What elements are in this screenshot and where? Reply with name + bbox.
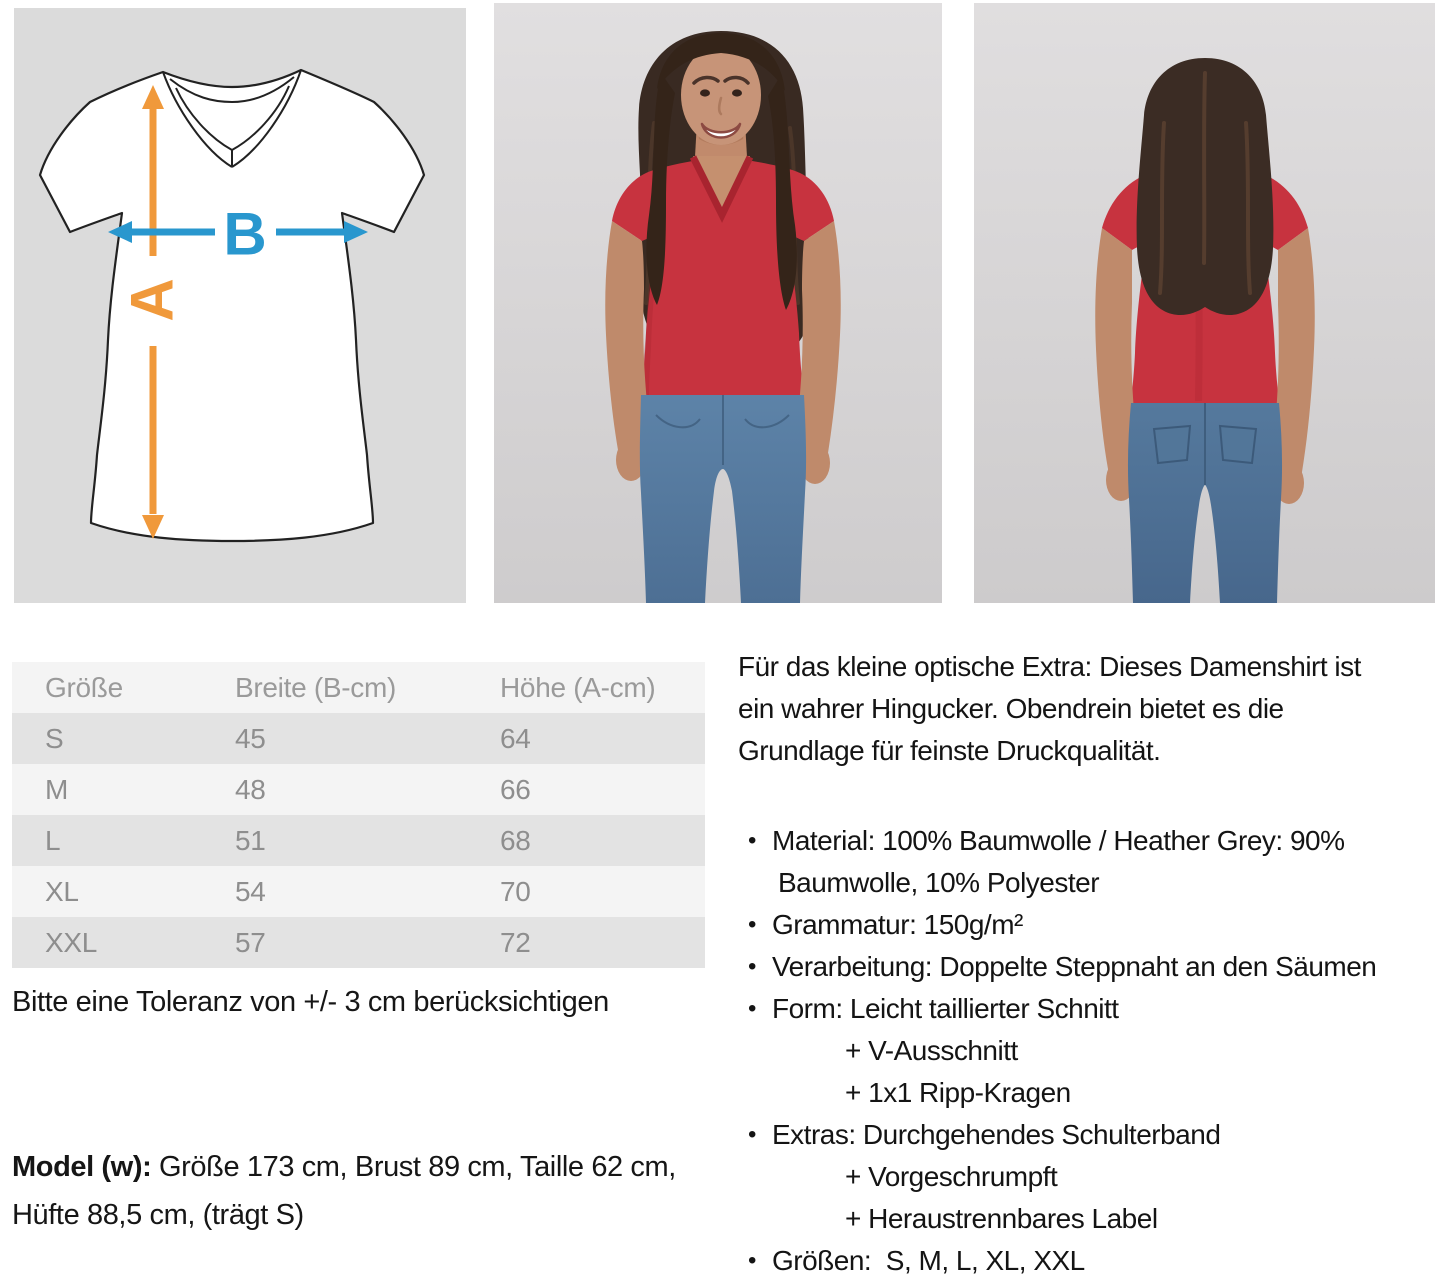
bullet-dot: •	[748, 1121, 756, 1148]
model-back-illustration	[974, 3, 1435, 603]
bullet-form	[738, 988, 1435, 1030]
cell-hoehe: 64	[500, 722, 531, 754]
face	[681, 45, 761, 145]
tshirt-outline	[40, 70, 424, 541]
col-header-breite: Breite (B-cm)	[235, 671, 396, 703]
cell-hoehe: 66	[500, 773, 531, 805]
cell-hoehe: 68	[500, 824, 531, 856]
cell-size: XL	[45, 875, 79, 907]
table-row-l	[12, 815, 705, 866]
table-row-xxl	[12, 917, 705, 968]
cell-breite: 54	[235, 875, 266, 907]
bullet-dot: •	[748, 1247, 756, 1274]
size-diagram-panel	[14, 8, 466, 603]
bullet-text: Größen: S, M, L, XL, XXL	[772, 1245, 1085, 1276]
bullet-text: Material: 100% Baumwolle / Heather Grey: 90%	[772, 825, 1345, 856]
model-info-measurements: Größe 173 cm, Brust 89 cm, Taille 62 cm,	[151, 1151, 676, 1183]
bullet-dot: •	[748, 827, 756, 854]
cell-size: L	[45, 824, 61, 856]
bullet-extras-sub	[738, 1198, 1435, 1240]
cell-size: XXL	[45, 926, 98, 958]
label-b: B	[223, 200, 267, 268]
size-table-header-row	[12, 662, 705, 713]
bullet-dot: •	[748, 995, 756, 1022]
bullet-material	[738, 820, 1435, 862]
bullet-text: Verarbeitung: Doppelte Steppnaht an den Säumen	[772, 951, 1377, 982]
col-header-hoehe: Höhe (A-cm)	[500, 671, 656, 703]
bullet-text: + Heraustrennbares Label	[845, 1203, 1158, 1234]
cell-breite: 45	[235, 722, 266, 754]
table-row-xl	[12, 866, 705, 917]
cell-hoehe: 70	[500, 875, 531, 907]
model-info-line2: Hüfte 88,5 cm, (trägt S)	[12, 1199, 304, 1231]
product-description	[738, 646, 1435, 1278]
bullet-groessen	[738, 1240, 1435, 1278]
bullet-dot: •	[748, 911, 756, 938]
bullet-verarbeitung	[738, 946, 1435, 988]
cell-size: M	[45, 773, 69, 805]
cell-breite: 57	[235, 926, 266, 958]
cell-size: S	[45, 722, 64, 754]
bullet-material-cont	[738, 862, 1435, 904]
col-header-groesse: Größe	[45, 671, 123, 703]
bullet-extras-sub	[738, 1156, 1435, 1198]
table-row-m	[12, 764, 705, 815]
tolerance-note: Bitte eine Toleranz von +/- 3 cm berücksichtigen	[12, 986, 609, 1018]
bullet-text: Form: Leicht taillierter Schnitt	[772, 993, 1119, 1024]
description-intro-line: Grundlage für feinste Druckqualität.	[738, 735, 1161, 766]
cell-breite: 48	[235, 773, 266, 805]
bullet-text: + Vorgeschrumpft	[845, 1161, 1058, 1192]
bullet-form-sub	[738, 1072, 1435, 1114]
description-intro-line: ein wahrer Hingucker. Obendrein bietet es die	[738, 693, 1284, 724]
label-a: A	[118, 278, 186, 322]
description-intro-line: Für das kleine optische Extra: Dieses Damenshirt ist	[738, 651, 1361, 682]
cell-hoehe: 72	[500, 926, 531, 958]
bullet-text: + 1x1 Ripp-Kragen	[845, 1077, 1071, 1108]
model-front-illustration	[494, 3, 942, 603]
bullet-text: Baumwolle, 10% Polyester	[778, 867, 1100, 898]
bullet-text: Grammatur: 150g/m²	[772, 909, 1023, 940]
size-table	[12, 662, 705, 968]
model-front-photo	[494, 3, 942, 603]
description-bullet-list	[738, 820, 1435, 1278]
cell-breite: 51	[235, 824, 266, 856]
bullet-grammatur	[738, 904, 1435, 946]
bullet-dot: •	[748, 953, 756, 980]
model-info-label: Model (w):	[12, 1151, 152, 1183]
model-info-line1	[12, 1143, 676, 1191]
model-info	[12, 1143, 676, 1239]
table-row-s	[12, 713, 705, 764]
tshirt-measure-diagram	[14, 8, 466, 603]
bullet-text: Extras: Durchgehendes Schulterband	[772, 1119, 1221, 1150]
bullet-form-sub	[738, 1030, 1435, 1072]
bullet-extras	[738, 1114, 1435, 1156]
model-back-photo	[974, 3, 1435, 603]
bullet-text: + V-Ausschnitt	[845, 1035, 1018, 1066]
